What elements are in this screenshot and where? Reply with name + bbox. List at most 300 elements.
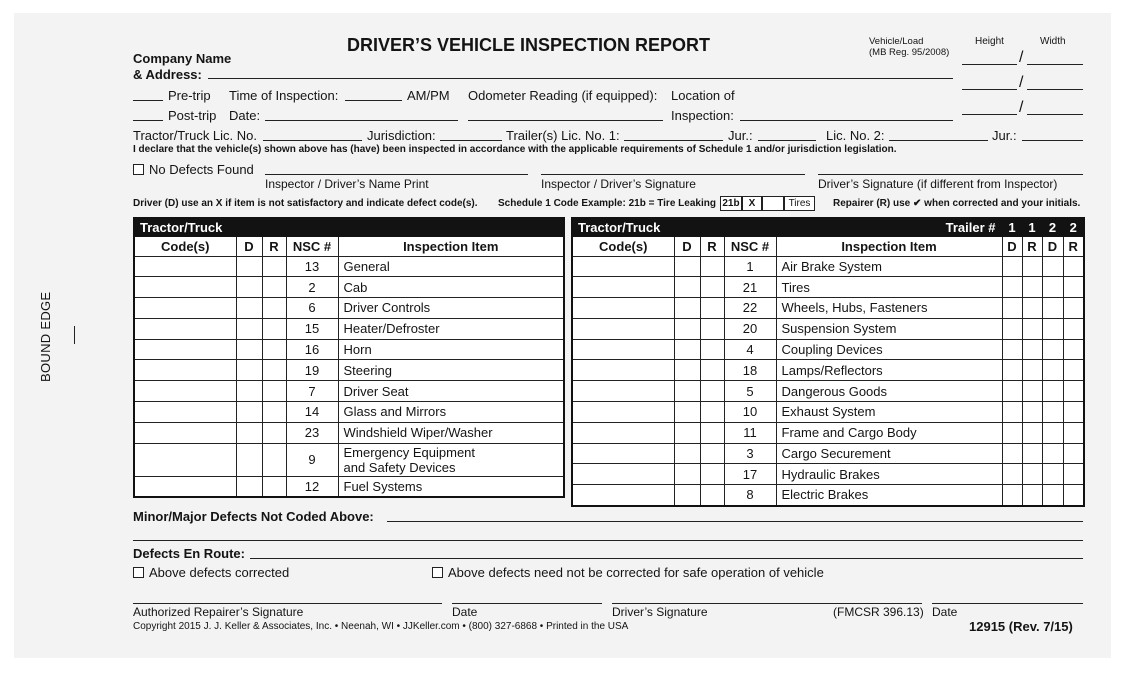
inspector-name-field[interactable]: [265, 174, 528, 175]
driver-mark-cell[interactable]: [236, 476, 262, 497]
table-row: [572, 402, 1084, 423]
inspection-item-label: Exhaust System: [781, 404, 876, 420]
inspector-signature-field[interactable]: [541, 174, 805, 175]
code-cell[interactable]: [134, 402, 236, 423]
left-section-header: Tractor/Truck: [134, 218, 564, 236]
nsc-number-cell: 7: [286, 381, 338, 402]
no-defects-row: [133, 162, 254, 177]
ampm-label: AM/PM: [407, 88, 450, 103]
inspection-item-cell: [338, 298, 564, 319]
inspection-item-cell: [776, 381, 1002, 402]
no-defects-checkbox[interactable]: [133, 164, 144, 175]
driver-mark-cell[interactable]: [236, 277, 262, 298]
trailer-mark-cell[interactable]: [1042, 318, 1063, 339]
trailer-1-r-header: R: [1022, 236, 1042, 256]
inspector-name-label: Inspector / Driver’s Name Print: [265, 177, 429, 191]
trailer-mark-cell[interactable]: [1063, 339, 1084, 360]
odometer-label: Odometer Reading (if equipped):: [468, 88, 658, 103]
driver-date-label: Date: [932, 605, 958, 619]
inspection-item-label: Suspension System: [781, 321, 897, 337]
trailer-mark-cell[interactable]: [1022, 402, 1042, 423]
date-field[interactable]: [265, 120, 458, 121]
code-cell[interactable]: [134, 277, 236, 298]
driver-mark-cell[interactable]: [674, 360, 700, 381]
nsc-number-cell: 8: [724, 485, 776, 506]
nsc-number-cell: 3: [724, 443, 776, 464]
nsc-number-cell: 17: [724, 464, 776, 485]
code-cell[interactable]: [572, 381, 674, 402]
driver-mark-cell[interactable]: [236, 381, 262, 402]
table-row: [134, 476, 564, 497]
above-corrected-row: [133, 565, 289, 580]
trailer-mark-cell[interactable]: [1042, 277, 1063, 298]
code-cell[interactable]: [572, 485, 674, 506]
trailer-mark-cell[interactable]: [1063, 381, 1084, 402]
inspection-item-label: Cab: [343, 279, 368, 295]
code-cell[interactable]: [134, 422, 236, 443]
trailer-mark-cell[interactable]: [1002, 402, 1022, 423]
code-cell[interactable]: [572, 298, 674, 319]
inspection-item-cell: [776, 360, 1002, 381]
inspection-item-label: Glass and Mirrors: [343, 404, 447, 420]
driver-date-field[interactable]: [932, 603, 1083, 604]
repairer-mark-cell[interactable]: [700, 277, 724, 298]
no-defects-label: No Defects Found: [149, 162, 254, 177]
driver-mark-cell[interactable]: [236, 360, 262, 381]
trailer-mark-cell[interactable]: [1002, 422, 1022, 443]
code-cell[interactable]: [572, 318, 674, 339]
inspection-item-cell: [776, 422, 1002, 443]
table-row: [572, 422, 1084, 443]
trailer-mark-cell[interactable]: [1063, 318, 1084, 339]
odometer-field[interactable]: [468, 120, 663, 121]
inspection-item-label: Cargo Securement: [781, 446, 891, 462]
trailer-2-d-header: D: [1042, 236, 1063, 256]
repairer-mark-cell[interactable]: [700, 485, 724, 506]
jurisdiction-field[interactable]: [440, 140, 502, 141]
trailer-mark-cell[interactable]: [1022, 298, 1042, 319]
col-header-r: R: [262, 236, 286, 256]
defects-en-route-label: Defects En Route:: [133, 546, 245, 561]
driver-mark-cell[interactable]: [236, 339, 262, 360]
trailer-mark-cell[interactable]: [1063, 360, 1084, 381]
trailer-2-r-header: R: [1063, 236, 1084, 256]
inspection-item-label: Fuel Systems: [343, 478, 423, 494]
trailer-mark-cell[interactable]: [1042, 381, 1063, 402]
trailer-num-1b: 1: [1022, 218, 1042, 236]
inspection-item-label: Dangerous Goods: [781, 383, 888, 399]
trailer-mark-cell[interactable]: [1042, 443, 1063, 464]
trailer-mark-cell[interactable]: [1042, 464, 1063, 485]
trailer-mark-cell[interactable]: [1002, 381, 1022, 402]
code-cell[interactable]: [572, 256, 674, 277]
inspection-item-cell: [338, 381, 564, 402]
trailer-num-2b: 2: [1063, 218, 1084, 236]
nsc-number-cell: 23: [286, 422, 338, 443]
inspection-item-cell: [338, 422, 564, 443]
inspection-item-label: Steering: [343, 362, 392, 378]
inspection-item-cell: [338, 443, 564, 476]
trailer-mark-cell[interactable]: [1042, 339, 1063, 360]
inspection-item-label: Wheels, Hubs, Fasteners: [781, 300, 928, 316]
time-field[interactable]: [345, 100, 402, 101]
inspection-item-cell: [338, 360, 564, 381]
inspection-item-label: Coupling Devices: [781, 342, 883, 358]
col-header-item: Inspection Item: [338, 236, 564, 256]
inspection-item-label: Lamps/Reflectors: [781, 362, 883, 378]
code-cell[interactable]: [134, 256, 236, 277]
repairer-instruction: Repairer (R) use ✔ when corrected and your initials.: [833, 198, 1081, 209]
trailer-lic-label: Trailer(s) Lic. No. 1:: [506, 128, 620, 143]
code-cell[interactable]: [572, 464, 674, 485]
not-needed-checkbox[interactable]: [432, 567, 443, 578]
right-inspection-table: [571, 217, 1085, 507]
nsc-number-cell: 10: [724, 402, 776, 423]
inspection-item-cell: [776, 464, 1002, 485]
table-row: [134, 339, 564, 360]
col-header-item: Inspection Item: [776, 236, 1002, 256]
trailer-mark-cell[interactable]: [1002, 464, 1022, 485]
col-header-codes: Code(s): [572, 236, 674, 256]
inspection-item-cell: [776, 318, 1002, 339]
jur-2-field[interactable]: [1022, 140, 1083, 141]
driver-signature-field[interactable]: [818, 174, 1083, 175]
trailer-lic-1-field[interactable]: [624, 140, 723, 141]
not-needed-label: Above defects need not be corrected for safe operation of vehicle: [448, 565, 824, 580]
trailer-mark-cell[interactable]: [1022, 464, 1042, 485]
posttrip-label: Post-trip: [168, 108, 217, 123]
repairer-date-field[interactable]: [452, 603, 602, 604]
nsc-number-cell: 20: [724, 318, 776, 339]
col-header-codes: Code(s): [134, 236, 236, 256]
code-cell[interactable]: [572, 339, 674, 360]
code-cell[interactable]: [572, 443, 674, 464]
repairer-mark-cell[interactable]: [262, 339, 286, 360]
repairer-mark-cell[interactable]: [700, 422, 724, 443]
repairer-mark-cell[interactable]: [700, 256, 724, 277]
mb-reg-label: (MB Reg. 95/2008): [869, 47, 950, 58]
table-row: [572, 464, 1084, 485]
driver-mark-cell[interactable]: [674, 298, 700, 319]
code-cell[interactable]: [572, 422, 674, 443]
driver-final-signature-field[interactable]: [612, 603, 922, 604]
driver-mark-cell[interactable]: [674, 339, 700, 360]
inspection-item-label: Driver Controls: [343, 300, 431, 316]
height-field-2[interactable]: [962, 89, 1017, 90]
trailer-mark-cell[interactable]: [1022, 381, 1042, 402]
driver-mark-cell[interactable]: [674, 464, 700, 485]
time-of-inspection-label: Time of Inspection:: [229, 88, 339, 103]
trailer-mark-cell[interactable]: [1022, 277, 1042, 298]
bound-edge-label: BOUND EDGE: [38, 291, 53, 382]
nsc-number-cell: 16: [286, 339, 338, 360]
company-label: Company Name: [133, 51, 232, 66]
trailer-mark-cell[interactable]: [1022, 339, 1042, 360]
inspection-item-label: Windshield Wiper/Washer: [343, 425, 493, 441]
width-label: Width: [1040, 36, 1066, 47]
driver-mark-cell[interactable]: [674, 422, 700, 443]
pretrip-label: Pre-trip: [168, 88, 211, 103]
col-header-d: D: [236, 236, 262, 256]
trailer-mark-cell[interactable]: [1042, 402, 1063, 423]
example-item-box: Tires: [784, 196, 815, 211]
table-row: [134, 422, 564, 443]
trailer-mark-cell[interactable]: [1063, 422, 1084, 443]
repairer-mark-cell[interactable]: [262, 360, 286, 381]
table-row: [572, 339, 1084, 360]
nsc-number-cell: 4: [724, 339, 776, 360]
repairer-mark-cell[interactable]: [700, 381, 724, 402]
height-field-1[interactable]: [962, 64, 1017, 65]
trailer-mark-cell[interactable]: [1002, 360, 1022, 381]
inspection-item-label: Frame and Cargo Body: [781, 425, 917, 441]
example-code-box: 21b: [720, 196, 742, 211]
defects-en-route-field[interactable]: [250, 558, 1083, 559]
minor-major-field-2[interactable]: [133, 540, 1083, 541]
table-row: [572, 381, 1084, 402]
jur-2-label: Jur.:: [992, 128, 1017, 143]
trailer-mark-cell[interactable]: [1042, 256, 1063, 277]
trailer-mark-cell[interactable]: [1042, 485, 1063, 506]
table-row: [572, 443, 1084, 464]
driver-mark-cell[interactable]: [236, 422, 262, 443]
repairer-mark-cell[interactable]: [262, 402, 286, 423]
trailer-mark-cell[interactable]: [1022, 422, 1042, 443]
trailer-mark-cell[interactable]: [1022, 318, 1042, 339]
code-cell[interactable]: [134, 381, 236, 402]
repairer-mark-cell[interactable]: [262, 256, 286, 277]
repairer-date-label: Date: [452, 605, 478, 619]
trailer-mark-cell[interactable]: [1002, 277, 1022, 298]
code-cell[interactable]: [572, 360, 674, 381]
location-of-label: Location of: [671, 88, 735, 103]
repairer-signature-label: Authorized Repairer’s Signature: [133, 605, 304, 619]
copyright-text: Copyright 2015 J. J. Keller & Associates, Inc. • Neenah, WI • JJKeller.com • (800) 327-6868 • Printed in the USA: [133, 621, 629, 632]
trailer-mark-cell[interactable]: [1002, 256, 1022, 277]
trailer-mark-cell[interactable]: [1063, 298, 1084, 319]
trailer-mark-cell[interactable]: [1002, 318, 1022, 339]
repairer-mark-cell[interactable]: [262, 476, 286, 497]
repairer-signature-field[interactable]: [133, 603, 442, 604]
trailer-mark-cell[interactable]: [1002, 443, 1022, 464]
height-field-3[interactable]: [962, 114, 1017, 115]
nsc-number-cell: 21: [724, 277, 776, 298]
code-cell[interactable]: [134, 298, 236, 319]
code-cell[interactable]: [134, 318, 236, 339]
inspection-item-cell: [338, 476, 564, 497]
inspection-item-cell: [338, 402, 564, 423]
minor-major-label: Minor/Major Defects Not Coded Above:: [133, 509, 374, 524]
table-row: [572, 318, 1084, 339]
table-row: [572, 360, 1084, 381]
nsc-number-cell: 15: [286, 318, 338, 339]
inspection-item-label: Emergency Equipment: [343, 444, 476, 460]
table-row: [134, 256, 564, 277]
nsc-number-cell: 14: [286, 402, 338, 423]
width-field-3[interactable]: [1027, 114, 1083, 115]
driver-mark-cell[interactable]: [674, 485, 700, 506]
tractor-lic-field[interactable]: [263, 140, 362, 141]
inspection-item-label: Driver Seat: [343, 383, 409, 399]
code-cell[interactable]: [134, 476, 236, 497]
trailer-mark-cell[interactable]: [1002, 298, 1022, 319]
repairer-mark-cell[interactable]: [262, 422, 286, 443]
repairer-mark-cell[interactable]: [262, 381, 286, 402]
trailer-mark-cell[interactable]: [1002, 339, 1022, 360]
example-blank-box: [762, 196, 784, 211]
trailer-mark-cell[interactable]: [1022, 485, 1042, 506]
bound-edge-mark: [74, 326, 75, 344]
driver-mark-cell[interactable]: [674, 318, 700, 339]
driver-mark-cell[interactable]: [674, 402, 700, 423]
inspector-signature-label: Inspector / Driver’s Signature: [541, 177, 696, 191]
fmcsr-label: (FMCSR 396.13): [833, 605, 924, 619]
trailer-mark-cell[interactable]: [1022, 256, 1042, 277]
trailer-mark-cell[interactable]: [1063, 443, 1084, 464]
hw-slash-1: /: [1019, 49, 1024, 66]
table-row: [134, 381, 564, 402]
nsc-number-cell: 9: [286, 443, 338, 476]
repairer-mark-cell[interactable]: [700, 318, 724, 339]
driver-mark-cell[interactable]: [236, 318, 262, 339]
trailer-1-d-header: D: [1002, 236, 1022, 256]
inspection-item-cell: [776, 485, 1002, 506]
driver-signature-diff-label: Driver’s Signature (if different from Inspector): [818, 177, 1058, 191]
driver-mark-cell[interactable]: [236, 256, 262, 277]
vehicle-load-label: Vehicle/Load: [869, 36, 924, 47]
trailer-num-1a: 1: [1002, 218, 1022, 236]
driver-mark-cell[interactable]: [674, 443, 700, 464]
repairer-mark-cell[interactable]: [262, 277, 286, 298]
nsc-number-cell: 2: [286, 277, 338, 298]
inspection-item-cell: [776, 277, 1002, 298]
nsc-number-cell: 5: [724, 381, 776, 402]
code-cell[interactable]: [134, 360, 236, 381]
code-cell[interactable]: [572, 277, 674, 298]
form-number: 12915 (Rev. 7/15): [969, 619, 1073, 634]
minor-major-field-1[interactable]: [387, 521, 1083, 522]
table-row: [134, 360, 564, 381]
trailer-mark-cell[interactable]: [1002, 485, 1022, 506]
nsc-number-cell: 19: [286, 360, 338, 381]
inspection-item-label: Air Brake System: [781, 258, 882, 274]
width-field-2[interactable]: [1027, 89, 1083, 90]
declaration-text: I declare that the vehicle(s) shown above has (have) been inspected in accordance with the applicable requirements of Schedule 1 and/or jurisdiction legislation.: [133, 144, 897, 155]
inspection-item-cell: [338, 256, 564, 277]
company-address-field[interactable]: [208, 78, 953, 79]
lic-no-2-label: Lic. No. 2:: [826, 128, 885, 143]
repairer-mark-cell[interactable]: [700, 339, 724, 360]
location-field[interactable]: [740, 120, 953, 121]
driver-mark-cell[interactable]: [236, 402, 262, 423]
repairer-mark-cell[interactable]: [700, 360, 724, 381]
trailer-mark-cell[interactable]: [1063, 485, 1084, 506]
inspection-item-label: Electric Brakes: [781, 487, 869, 503]
table-row: [572, 298, 1084, 319]
code-cell[interactable]: [134, 339, 236, 360]
nsc-number-cell: 22: [724, 298, 776, 319]
trailer-mark-cell[interactable]: [1063, 256, 1084, 277]
height-label: Height: [975, 36, 1004, 47]
driver-mark-cell[interactable]: [236, 298, 262, 319]
inspection-item-cell: [338, 277, 564, 298]
repairer-mark-cell[interactable]: [262, 443, 286, 476]
trailer-mark-cell[interactable]: [1022, 443, 1042, 464]
repairer-mark-cell[interactable]: [700, 443, 724, 464]
driver-mark-cell[interactable]: [674, 381, 700, 402]
pretrip-check-field[interactable]: [133, 100, 163, 101]
jurisdiction-label: Jurisdiction:: [367, 128, 436, 143]
above-corrected-checkbox[interactable]: [133, 567, 144, 578]
col-header-nsc: NSC #: [724, 236, 776, 256]
trailer-lic-2-field[interactable]: [889, 140, 988, 141]
inspection-item-cell: [338, 339, 564, 360]
page-title: DRIVER’S VEHICLE INSPECTION REPORT: [347, 35, 711, 55]
inspection-item-cell: [776, 256, 1002, 277]
table-row: [572, 256, 1084, 277]
trailer-mark-cell[interactable]: [1063, 402, 1084, 423]
trailer-mark-cell[interactable]: [1042, 298, 1063, 319]
inspection-item-label: Heater/Defroster: [343, 321, 440, 337]
nsc-number-cell: 13: [286, 256, 338, 277]
left-inspection-table: [133, 217, 565, 498]
col-header-r: R: [700, 236, 724, 256]
repairer-mark-cell[interactable]: [262, 298, 286, 319]
schedule-example-text: Schedule 1 Code Example: 21b = Tire Leaking: [498, 198, 716, 209]
trailer-mark-cell[interactable]: [1063, 464, 1084, 485]
trailer-mark-cell[interactable]: [1063, 277, 1084, 298]
table-row: [134, 298, 564, 319]
nsc-number-cell: 6: [286, 298, 338, 319]
date-label: Date:: [229, 108, 261, 123]
address-label: & Address:: [133, 67, 202, 82]
nsc-number-cell: 1: [724, 256, 776, 277]
trailer-mark-cell[interactable]: [1022, 360, 1042, 381]
inspection-item-label: Tires: [781, 279, 810, 295]
nsc-number-cell: 12: [286, 476, 338, 497]
driver-mark-cell[interactable]: [674, 256, 700, 277]
code-cell[interactable]: [572, 402, 674, 423]
trailer-number-label: Trailer #: [776, 218, 1002, 236]
hw-slash-2: /: [1019, 74, 1024, 91]
table-row: [134, 402, 564, 423]
right-section-header: Tractor/Truck: [572, 218, 776, 236]
repairer-mark-cell[interactable]: [700, 298, 724, 319]
inspection-item-label-line2: and Safety Devices: [343, 459, 456, 475]
trailer-num-2a: 2: [1042, 218, 1063, 236]
jur-1-field[interactable]: [758, 140, 816, 141]
inspection-item-label: General: [343, 258, 390, 274]
tractor-lic-label: Tractor/Truck Lic. No.: [133, 128, 258, 143]
driver-mark-cell[interactable]: [674, 277, 700, 298]
table-row: [572, 485, 1084, 506]
width-field-1[interactable]: [1027, 64, 1083, 65]
trailer-mark-cell[interactable]: [1042, 422, 1063, 443]
repairer-mark-cell[interactable]: [700, 402, 724, 423]
code-cell[interactable]: [134, 443, 236, 476]
trailer-mark-cell[interactable]: [1042, 360, 1063, 381]
table-row: [134, 318, 564, 339]
repairer-mark-cell[interactable]: [700, 464, 724, 485]
above-corrected-label: Above defects corrected: [149, 565, 290, 580]
table-row: [134, 277, 564, 298]
jur-1-label: Jur.:: [728, 128, 753, 143]
table-row: [134, 443, 564, 476]
driver-mark-cell[interactable]: [236, 443, 262, 476]
repairer-mark-cell[interactable]: [262, 318, 286, 339]
posttrip-check-field[interactable]: [133, 120, 163, 121]
nsc-number-cell: 18: [724, 360, 776, 381]
